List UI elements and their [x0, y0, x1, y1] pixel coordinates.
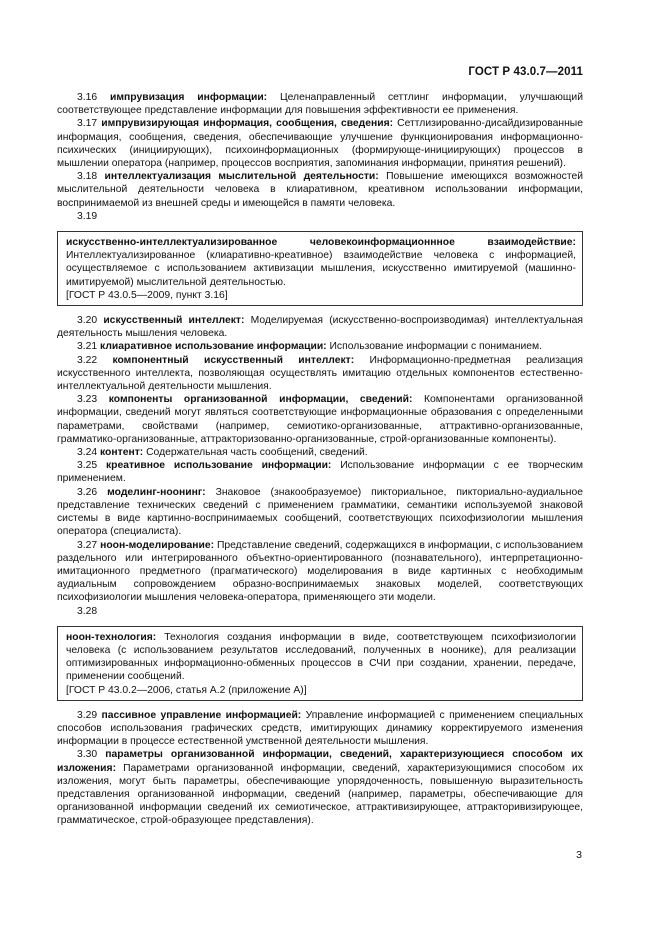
boxed-definition [66, 236, 576, 289]
section-3-28 [57, 605, 583, 618]
section-text: Информационно-предметная реализация искусственного интеллекта, позволяющая осуществлять имитацию отдельных компонентов естественно-интеллектуальной деятельности мышления. [57, 354, 583, 393]
section-number: 3.17 [77, 118, 98, 130]
section-text: Интеллектуализированное (клиаративно-креативное) взаимодействие человека с информацией, осуществляемое с использованием активизации мышления, искусственно имитируемой (машинно-имитируемой) мыслительной деятельностью. [66, 250, 576, 288]
section-number: 3.27 [77, 539, 98, 551]
section-term: компонентный искусственный интеллект: [112, 354, 355, 366]
section-3-19 [57, 210, 583, 223]
section-text: Использование информации с ее творческим применением. [57, 460, 583, 485]
standard-reference: [ГОСТ Р 43.0.5—2009, пункт 3.16] [66, 289, 228, 301]
section-number: 3.23 [77, 394, 98, 406]
section-term: моделинг-ноонинг: [107, 486, 206, 498]
definition-box-3-28 [57, 626, 583, 701]
section-3-25 [57, 459, 583, 485]
section-term: креативное использование информации: [105, 460, 332, 472]
section-3-26 [57, 486, 583, 539]
section-term: импрувизация информации: [110, 92, 268, 103]
section-number: 3.16 [77, 92, 98, 103]
section-3-22 [57, 354, 583, 394]
section-term: компоненты организованной информации, сведений: [108, 394, 413, 406]
section-text: Представление сведений, содержащихся в информации, с использованием раздельного или интегрированного объектно-ориентированного (познавательного), интерпретационно-имитационного предметного (прагматического) моделирования в виде картинных с необходимым аудиальным сопровождением образно-воспринимаемых знаковых моделей, соответствующих психофизиологии мышления человека-оператора, применяющего эти модели. [57, 539, 584, 604]
section-text: Управление информацией с применением специальных способов использования графических средств, имитирующих динамику корректируемого изменения информации в процессе естественной умственной деятельности мышления. [57, 709, 583, 748]
section-number: 3.20 [77, 315, 98, 327]
section-text: Сеттлизированно-дисайдизированные информация, сообщения, сведения, обеспечивающие улучшение функционирования информационно-психических (инициирующих), психоинформационных (формирующе-инициирующих) процессов в мышлении оператора (например, процессов восприятия, запоминания информации, принятия решений). [57, 118, 583, 170]
section-3-21 [57, 340, 583, 353]
section-3-16 [57, 91, 583, 117]
section-term: контент: [100, 447, 144, 459]
section-3-30 [57, 748, 583, 827]
section-3-20 [57, 314, 583, 340]
document-body [57, 91, 583, 828]
section-text: Целенаправленный сеттлинг информации, улучшающий соответствующее представление информации для повышения эффективности ее применения. [57, 92, 583, 117]
boxed-definition [66, 631, 576, 684]
section-number: 3.22 [77, 354, 98, 366]
section-text: Знаковое (знакообразуемое) пикториальное, пикториально-аудиальное представление технических сведений с применением грамматики, семантики используемой знаковой системы в виде картинно-воспринимаемых сообщений, соответствующих психофизиологии мышления оператора (специалиста). [57, 486, 584, 538]
section-term: импрувизирующая информация, сообщения, сведения: [101, 118, 394, 130]
section-term: параметры организованной информации, сведений, характеризующиеся способом их изложения: [57, 749, 583, 774]
standard-reference: [ГОСТ Р 43.0.2—2006, статья А.2 (приложение А)] [66, 684, 307, 696]
section-text: Использование информации с пониманием. [329, 341, 542, 353]
section-text: Технология создания информации в виде, соответствующем психофизиологии человека (с использованием результатов исследований, полученных в ноонике), для реализации оптимизированных информационно-обменных процессов в СЧИ при создании, хранении, передаче, применении сообщений. [66, 631, 576, 683]
section-term: искусственно-интеллектуализированное человекоинформационнное взаимодействие: [66, 237, 576, 249]
page-number: 3 [576, 849, 582, 861]
section-3-18 [57, 170, 583, 210]
section-number: 3.25 [77, 460, 98, 472]
section-number: 3.30 [77, 749, 98, 761]
section-term: интеллектуализация мыслительной деятельности: [104, 171, 379, 183]
section-number: 3.24 [77, 447, 98, 459]
section-term: ноон-моделирование: [100, 539, 215, 551]
section-3-29 [57, 709, 583, 749]
definition-box-3-19 [57, 231, 583, 306]
section-number: 3.21 [77, 341, 98, 353]
section-3-23 [57, 393, 583, 446]
section-term: клиаративное использование информации: [100, 341, 327, 353]
section-text: Параметрами организованной информации, сведений, характеризующимися способом их изложения, могут быть параметры, обеспечивающие упорядоченность, повышенную выразительность представления организованной информации, сведений (например, параметры, обеспечивающие для организованной информации сведений их семиотическое, аттрактивизирующее, аттракторивизирующее, грамматическое, строй-образующее представления). [57, 762, 584, 827]
section-number: 3.18 [77, 171, 98, 183]
section-number: 3.29 [77, 709, 98, 721]
document-code: ГОСТ Р 43.0.7—2011 [468, 66, 583, 78]
section-3-17 [57, 117, 583, 170]
section-number: 3.19 [77, 210, 98, 222]
section-number: 3.26 [77, 486, 98, 498]
section-term: искусственный интеллект: [103, 315, 245, 327]
section-term: ноон-технология: [66, 631, 157, 643]
section-number: 3.28 [77, 605, 98, 617]
section-text: Повышение имеющихся возможностей мыслительной деятельности человека в клиаративном, креативном использовании информации, воспринимаемой из внешней среды и имеющейся в памяти человека. [57, 171, 584, 209]
section-text: Компонентами организованной информации, сведений могут являться соответствующие информационные образования с определенными параметрами, свойствами (например, семиотико-организованные, аттрактивно-организованные, грамматико-организованные, аттракторизованно-организованные, строй-организованные компоненты). [57, 394, 583, 445]
section-term: пассивное управление информацией: [101, 709, 302, 721]
section-text: Моделируемая (искусственно-воспроизводимая) интеллектуальная деятельность мышления человека. [57, 315, 584, 340]
section-text: Содержательная часть сообщений, сведений. [146, 447, 368, 459]
section-3-27 [57, 539, 583, 605]
section-3-24 [57, 446, 583, 459]
